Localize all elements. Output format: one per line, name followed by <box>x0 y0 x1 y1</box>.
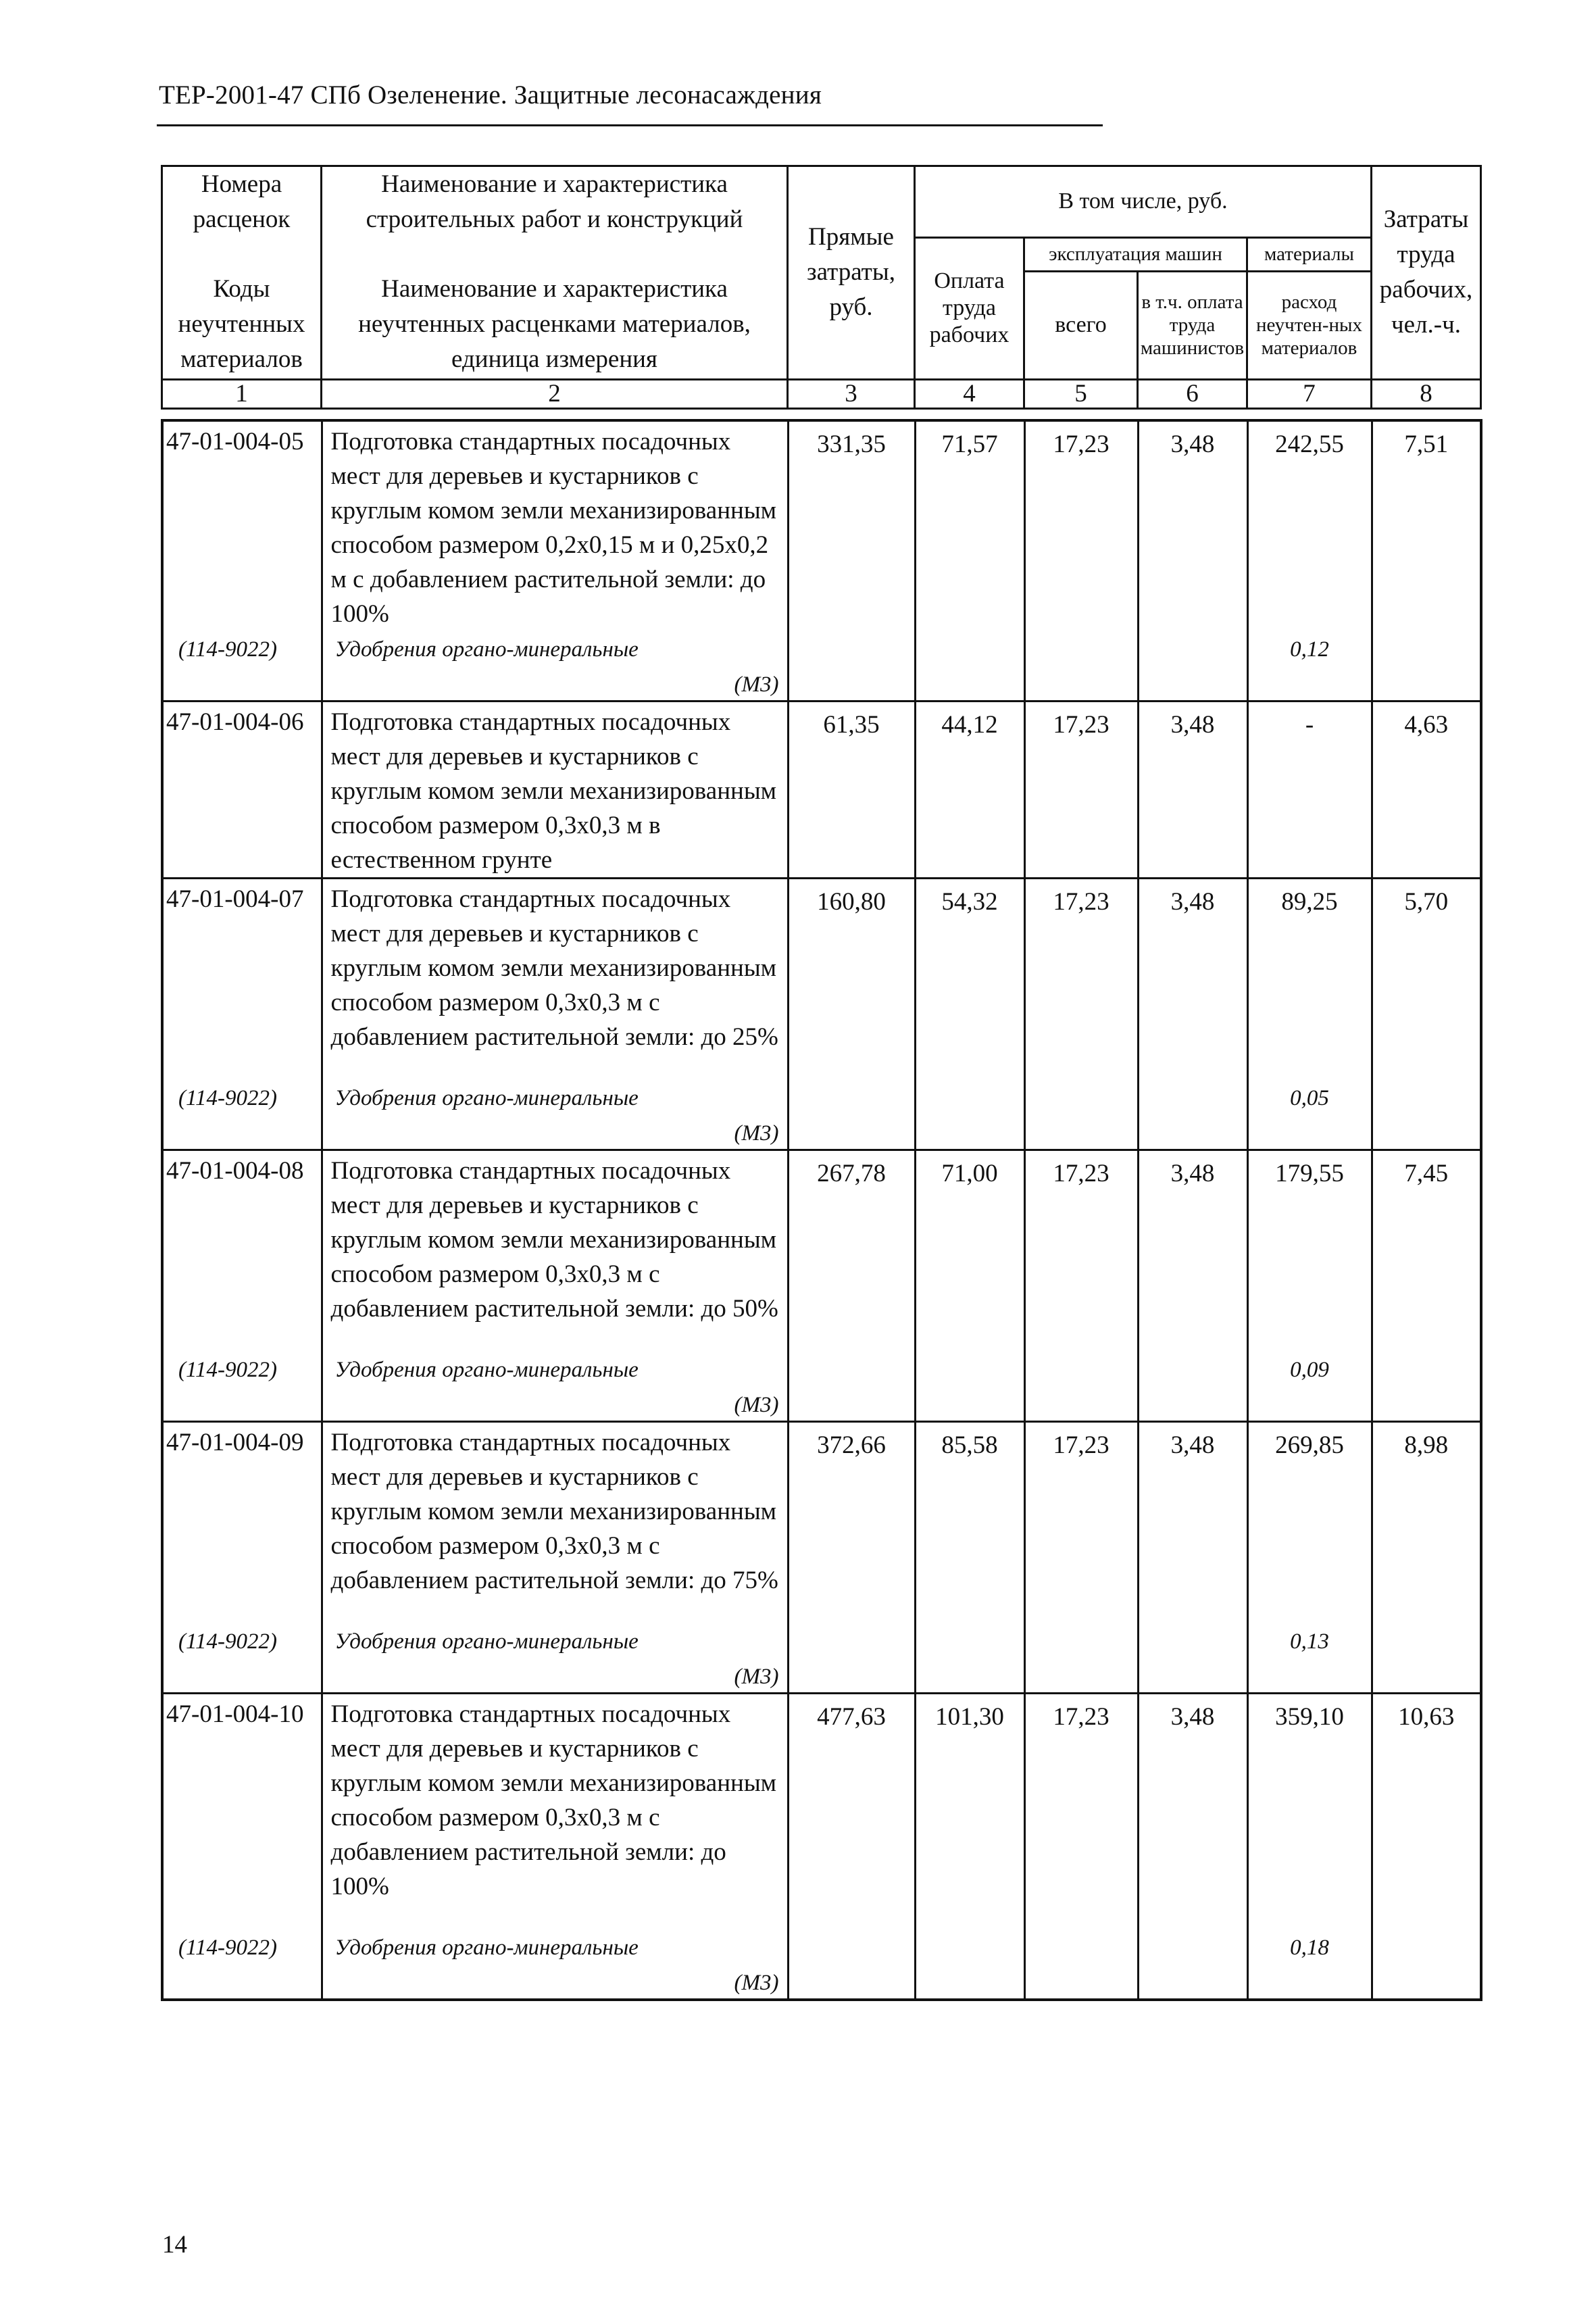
machinist-pay: 3,48 <box>1138 879 1247 1081</box>
material-unit: (М3) <box>734 1393 779 1417</box>
column-number: 3 <box>788 379 915 408</box>
header-cell-rate-numbers: Номера расценок <box>162 166 322 238</box>
material-quantity: 0,09 <box>1247 1352 1372 1422</box>
direct-costs: 331,35 <box>788 420 915 631</box>
table-row <box>162 420 1481 631</box>
material-row <box>162 1623 1481 1694</box>
rate-code: 47-01-004-05 <box>162 420 322 631</box>
title-underline <box>157 124 1103 126</box>
work-description: Подготовка стандартных посадочных мест для деревьев и кустарников с круглым комом земли механизированным способом размером 0,3х0,3 м с добавлением растительной земли: до 100% <box>322 1694 788 1930</box>
material-code: (114-9022) <box>162 1352 322 1422</box>
work-description: Подготовка стандартных посадочных мест для деревьев и кустарников с круглым комом земли механизированным способом размером 0,3х0,3 м с добавлением растительной земли: до 75% <box>322 1422 788 1624</box>
worker-pay: 71,57 <box>915 420 1024 631</box>
material-row <box>162 1080 1481 1150</box>
work-description: Подготовка стандартных посадочных мест для деревьев и кустарников с круглым комом земли механизированным способом размером 0,2х0,15 м и 0,25х0,2 м с добавлением растительной земли: до 100% <box>322 420 788 631</box>
materials-cost: 242,55 <box>1247 420 1372 631</box>
header-cell-material-name: Наименование и характеристика неучтенных расценками материалов, единица измерения <box>322 271 788 379</box>
material-quantity: 0,13 <box>1247 1623 1372 1694</box>
material-row <box>162 1352 1481 1422</box>
material-name: Удобрения органо-минеральные <box>334 637 639 662</box>
machine-total: 17,23 <box>1024 701 1138 879</box>
table-row <box>162 1694 1481 1930</box>
machine-total: 17,23 <box>1024 879 1138 1081</box>
worker-pay: 71,00 <box>915 1150 1024 1352</box>
header-cell-materials: материалы <box>1247 237 1372 271</box>
header-cell-material-consumption: расход неучтен-ных материалов <box>1247 271 1372 379</box>
rate-code: 47-01-004-06 <box>162 701 322 879</box>
material-name: Удобрения органо-минеральные <box>334 1629 639 1654</box>
material-row <box>162 1929 1481 2000</box>
header-cell-material-codes: Коды неучтенных материалов <box>162 271 322 379</box>
material-name: Удобрения органо-минеральные <box>334 1358 639 1382</box>
material-code: (114-9022) <box>162 631 322 701</box>
page-number: 14 <box>162 2231 187 2259</box>
header-cell-labor-hours: Затраты труда рабочих, чел.-ч. <box>1372 166 1481 380</box>
direct-costs: 372,66 <box>788 1422 915 1624</box>
rates-table <box>161 419 1482 2001</box>
column-number: 1 <box>162 379 322 408</box>
materials-cost: 269,85 <box>1247 1422 1372 1624</box>
labor-hours: 10,63 <box>1372 1694 1481 1930</box>
material-unit: (М3) <box>734 672 779 697</box>
material-name: Удобрения органо-минеральные <box>334 1936 639 1960</box>
material-description <box>322 1080 788 1150</box>
direct-costs: 160,80 <box>788 879 915 1081</box>
header-cell-worker-pay: Оплата труда рабочих <box>915 237 1024 379</box>
labor-hours: 5,70 <box>1372 879 1481 1081</box>
machinist-pay: 3,48 <box>1138 701 1247 879</box>
header-cell-machinist-pay: в т.ч. оплата труда машинистов <box>1138 271 1247 379</box>
column-number: 2 <box>322 379 788 408</box>
material-description <box>322 631 788 701</box>
table-row <box>162 1422 1481 1624</box>
table-row <box>162 1150 1481 1352</box>
labor-hours: 8,98 <box>1372 1422 1481 1624</box>
column-number: 6 <box>1138 379 1247 408</box>
header-cell-including-group: В том числе, руб. <box>915 166 1372 238</box>
worker-pay: 44,12 <box>915 701 1024 879</box>
material-row <box>162 631 1481 701</box>
machinist-pay: 3,48 <box>1138 1422 1247 1624</box>
material-quantity: 0,18 <box>1247 1929 1372 2000</box>
machine-total: 17,23 <box>1024 1694 1138 1930</box>
header-cell-machine-operation: эксплуатация машин <box>1024 237 1247 271</box>
rate-code: 47-01-004-07 <box>162 879 322 1081</box>
machinist-pay: 3,48 <box>1138 420 1247 631</box>
materials-cost: 179,55 <box>1247 1150 1372 1352</box>
header-cell-c1-spacer <box>162 237 322 271</box>
table-row <box>162 879 1481 1081</box>
direct-costs: 61,35 <box>788 701 915 879</box>
material-description <box>322 1352 788 1422</box>
column-header-table <box>161 165 1482 410</box>
labor-hours: 4,63 <box>1372 701 1481 879</box>
material-unit: (М3) <box>734 1971 779 1995</box>
column-number: 8 <box>1372 379 1481 408</box>
column-number: 5 <box>1024 379 1138 408</box>
materials-cost: 89,25 <box>1247 879 1372 1081</box>
rate-code: 47-01-004-09 <box>162 1422 322 1624</box>
material-description <box>322 1623 788 1694</box>
material-unit: (М3) <box>734 1121 779 1146</box>
document-title: ТЕР-2001-47 СПб Озеленение. Защитные лесонасаждения <box>159 80 822 109</box>
worker-pay: 54,32 <box>915 879 1024 1081</box>
direct-costs: 267,78 <box>788 1150 915 1352</box>
material-code: (114-9022) <box>162 1929 322 2000</box>
rate-code: 47-01-004-10 <box>162 1694 322 1930</box>
material-code: (114-9022) <box>162 1080 322 1150</box>
machinist-pay: 3,48 <box>1138 1150 1247 1352</box>
direct-costs: 477,63 <box>788 1694 915 1930</box>
material-description <box>322 1929 788 2000</box>
material-name: Удобрения органо-минеральные <box>334 1086 639 1110</box>
materials-cost: 359,10 <box>1247 1694 1372 1930</box>
header-cell-c2-spacer <box>322 237 788 271</box>
column-number: 7 <box>1247 379 1372 408</box>
machine-total: 17,23 <box>1024 1150 1138 1352</box>
header-cell-direct-costs: Прямые затраты, руб. <box>788 166 915 380</box>
material-code: (114-9022) <box>162 1623 322 1694</box>
header-cell-work-name: Наименование и характеристика строительных работ и конструкций <box>322 166 788 238</box>
material-unit: (М3) <box>734 1665 779 1689</box>
work-description: Подготовка стандартных посадочных мест для деревьев и кустарников с круглым комом земли механизированным способом размером 0,3х0,3 м с добавлением растительной земли: до 25% <box>322 879 788 1081</box>
materials-cost: - <box>1247 701 1372 879</box>
machine-total: 17,23 <box>1024 1422 1138 1624</box>
worker-pay: 101,30 <box>915 1694 1024 1930</box>
column-number: 4 <box>915 379 1024 408</box>
material-quantity: 0,12 <box>1247 631 1372 701</box>
work-description: Подготовка стандартных посадочных мест для деревьев и кустарников с круглым комом земли механизированным способом размером 0,3х0,3 м в естественном грунте <box>322 701 788 879</box>
material-quantity: 0,05 <box>1247 1080 1372 1150</box>
labor-hours: 7,45 <box>1372 1150 1481 1352</box>
machine-total: 17,23 <box>1024 420 1138 631</box>
work-description: Подготовка стандартных посадочных мест для деревьев и кустарников с круглым комом земли механизированным способом размером 0,3х0,3 м с добавлением растительной земли: до 50% <box>322 1150 788 1352</box>
header-cell-machine-total: всего <box>1024 271 1138 379</box>
machinist-pay: 3,48 <box>1138 1694 1247 1930</box>
labor-hours: 7,51 <box>1372 420 1481 631</box>
worker-pay: 85,58 <box>915 1422 1024 1624</box>
rate-code: 47-01-004-08 <box>162 1150 322 1352</box>
table-row <box>162 701 1481 879</box>
